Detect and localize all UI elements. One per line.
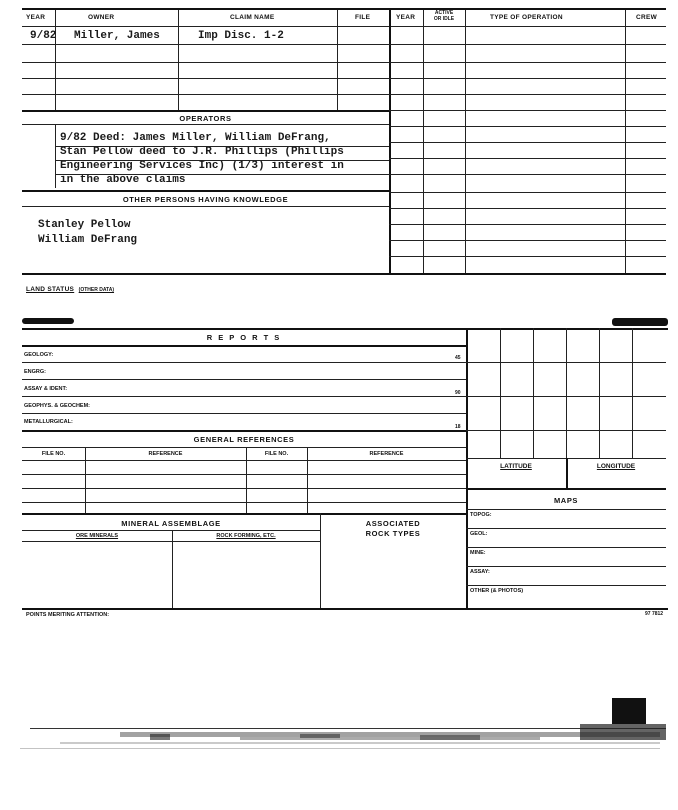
- owner-row-claim-name: Imp Disc. 1-2: [198, 30, 284, 42]
- header-active: ACTIVE: [434, 10, 454, 16]
- reports-title: R E P O R T S: [206, 333, 282, 342]
- mineral-assemblage-title: MINERAL ASSEMBLAGE: [121, 519, 221, 528]
- scan-dark-block: [612, 698, 646, 724]
- refs-file-no-2: FILE NO.: [264, 451, 289, 457]
- points-meriting-attention-label: POINTS MERITING ATTENTION:: [26, 612, 110, 618]
- refs-reference-1: REFERENCE: [148, 451, 183, 457]
- form-code: 97 7812: [645, 611, 664, 617]
- header-claim-name: CLAIM NAME: [230, 14, 275, 21]
- refs-file-no-1: FILE NO.: [41, 451, 66, 457]
- associated-label: ASSOCIATED: [365, 519, 421, 528]
- header-or-idle: OR IDLE: [433, 16, 455, 22]
- header-active-or-idle: [424, 10, 464, 22]
- report-metallurgical: METALLURGICAL:: [24, 419, 73, 425]
- map-other-photos: OTHER (& PHOTOS): [470, 588, 524, 594]
- rock-types-label: ROCK TYPES: [365, 529, 421, 538]
- longitude-label: LONGITUDE: [596, 463, 636, 470]
- associated-rock-types-header: [320, 519, 466, 539]
- knowledge-person: Stanley Pellow: [38, 219, 131, 231]
- report-geophys-geochem: GEOPHYS. & GEOCHEM:: [24, 403, 91, 409]
- map-geol: GEOL:: [470, 531, 488, 537]
- report-assay-ident: ASSAY & IDENT:: [24, 386, 68, 392]
- refs-reference-2: REFERENCE: [369, 451, 404, 457]
- operators-line: Engineering Services Inc) (1/3) interest in: [60, 160, 344, 172]
- scan-noise-band: [0, 690, 678, 800]
- knowledge-person: William DeFrang: [38, 234, 138, 246]
- operators-line: Stan Pellow deed to J.R. Phillips (Phillips: [60, 146, 344, 158]
- maps-title: MAPS: [553, 496, 579, 505]
- owner-row-year: 9/82: [30, 30, 57, 42]
- report-geology: GEOLOGY:: [24, 352, 54, 358]
- owner-row-owner: Miller, James: [74, 30, 160, 42]
- header-owner: OWNER: [88, 14, 115, 21]
- header-file: FILE: [355, 14, 371, 21]
- map-mine: MINE:: [470, 550, 486, 556]
- knowledge-title: OTHER PERSONS HAVING KNOWLEDGE: [122, 195, 289, 204]
- latitude-label: LATITUDE: [500, 463, 532, 470]
- header-year-2: YEAR: [396, 14, 416, 21]
- general-references-title: GENERAL REFERENCES: [193, 435, 295, 444]
- report-metallurgical-number: 18: [455, 424, 461, 430]
- map-assay: ASSAY:: [470, 569, 490, 575]
- map-topog: TOPOG:: [470, 512, 492, 518]
- land-status-label: [26, 278, 114, 296]
- operators-title: OPERATORS: [179, 114, 232, 123]
- header-crew: CREW: [636, 14, 658, 21]
- header-year: YEAR: [26, 14, 46, 21]
- ore-minerals-header: ORE MINERALS: [75, 533, 119, 539]
- report-assay-number: 90: [455, 390, 461, 396]
- operators-line: 9/82 Deed: James Miller, William DeFrang,: [60, 132, 331, 144]
- report-geology-number: 45: [455, 355, 461, 361]
- header-type-of-operation: TYPE OF OPERATION: [490, 14, 563, 21]
- land-status-title: LAND STATUS: [26, 286, 75, 293]
- operators-line: in the above claims: [60, 174, 186, 186]
- land-status-subtitle: (OTHER DATA): [78, 287, 115, 293]
- report-engrg: ENGRG:: [24, 369, 46, 375]
- rock-forming-header: ROCK FORMING, ETC.: [216, 533, 276, 539]
- operators-notes: [60, 131, 344, 187]
